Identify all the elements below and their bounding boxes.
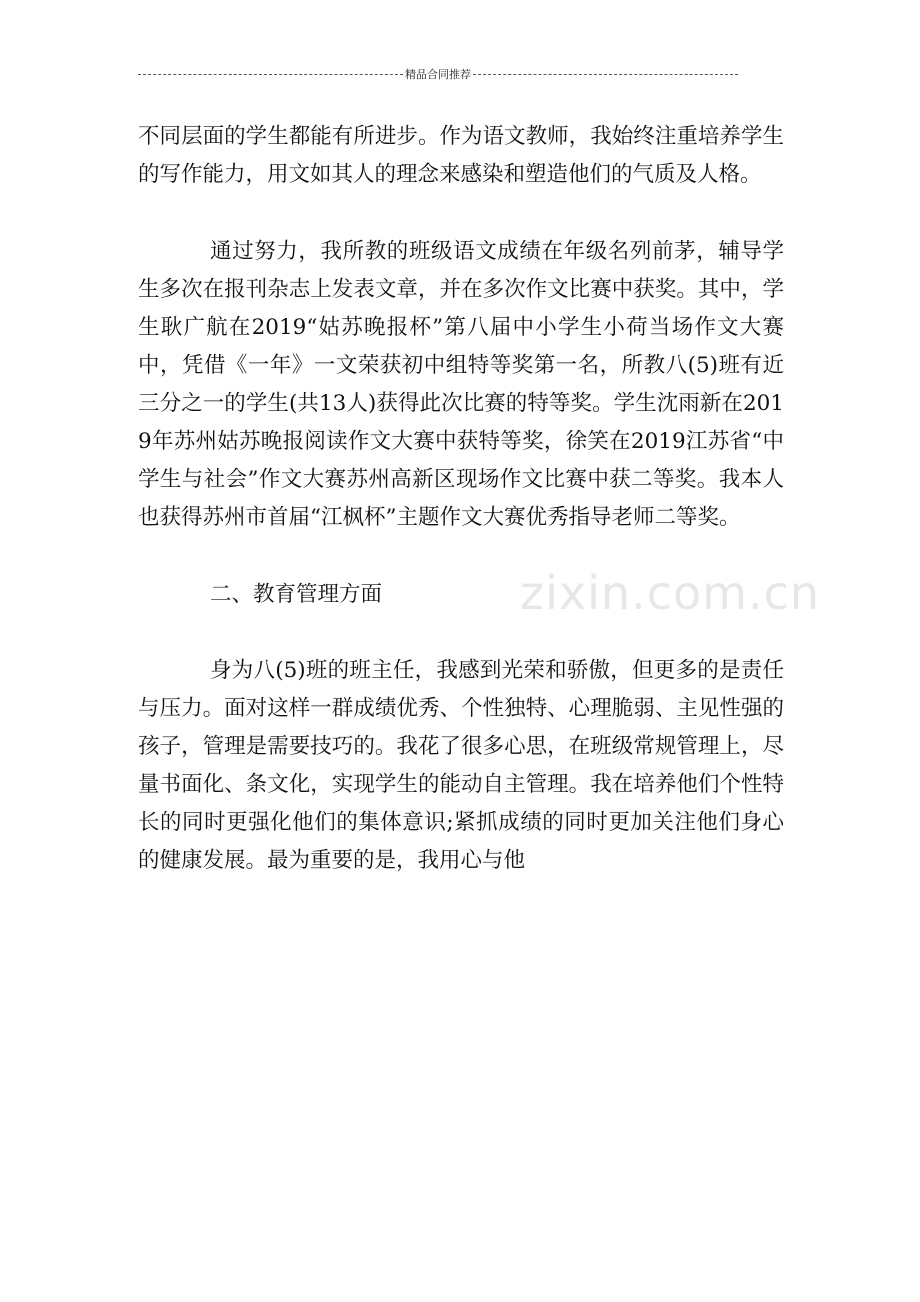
section-heading-education-management: 二、教育管理方面: [210, 582, 383, 607]
page-header: [138, 66, 738, 82]
paragraph-continuation: 不同层面的学生都能有所进步。作为语文教师，我始终注重培养学生的写作能力，用文如其人的理念来感染和塑造他们的气质及人格。: [138, 124, 784, 187]
watermark: zixin.com.cn: [520, 566, 821, 620]
header-dash-left: [138, 74, 403, 75]
header-title: 精品合同推荐: [405, 68, 471, 81]
header-dash-right: [473, 74, 738, 75]
paragraph-achievements: 通过努力，我所教的班级语文成绩在年级名列前茅，辅导学生多次在报刊杂志上发表文章，并在多次作文比赛中获奖。其中，学生耿广航在2019“姑苏晚报杯”第八届中小学生小荷当场作文大赛中，凭借《一年》一文荣获初中组特等奖第一名，所教八(5)班有近三分之一的学生(共13人)获得此次比赛的特等奖。学生沈雨新在2019年苏州姑苏晚报阅读作文大赛中获特等奖，徐笑在2019江苏省“中学生与社会”作文大赛苏州高新区现场作文比赛中获二等奖。我本人也获得苏州市首届“江枫杯”主题作文大赛优秀指导老师二等奖。: [138, 239, 784, 530]
paragraph-class-management: 身为八(5)班的班主任，我感到光荣和骄傲，但更多的是责任与压力。面对这样一群成绩优秀、个性独特、心理脆弱、主见性强的孩子，管理是需要技巧的。我花了很多心思，在班级常规管理上，尽量书面化、条文化，实现学生的能动自主管理。我在培养他们个性特长的同时更强化他们的集体意识;紧抓成绩的同时更加关注他们身心的健康发展。最为重要的是，我用心与他: [138, 658, 784, 873]
document-body: [138, 118, 784, 880]
